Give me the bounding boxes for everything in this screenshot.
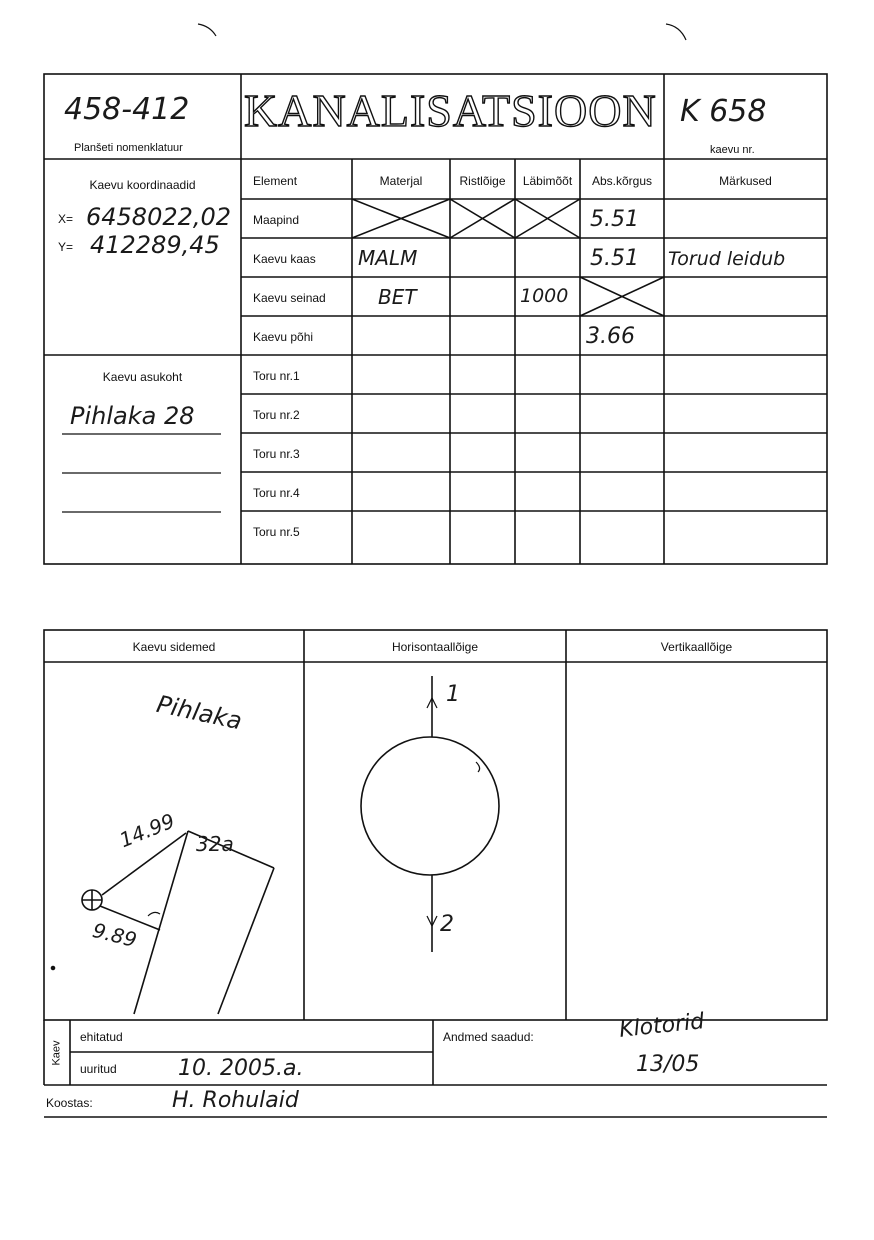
- ties-distance-1: 14.99: [116, 808, 179, 853]
- cell-abs-height: 5.51: [590, 246, 639, 271]
- row-label: Kaevu kaas: [253, 252, 316, 266]
- surveyed-label: uuritud: [80, 1062, 117, 1076]
- header-cross-section: Ristlõige: [459, 174, 506, 188]
- data-received-date: 13/05: [636, 1052, 700, 1077]
- row-label: Toru nr.3: [253, 447, 300, 461]
- surveyed-date: 10. 2005.a.: [178, 1056, 304, 1081]
- pipe-label-bottom: 2: [440, 912, 454, 937]
- header-material: Materjal: [379, 174, 423, 188]
- ties-street: Pihlaka: [154, 690, 245, 736]
- ties-distance-2: 9.89: [90, 918, 140, 953]
- header-diameter: Läbimõõt: [522, 174, 573, 188]
- side-label: Kaev: [50, 1040, 63, 1066]
- row-label: Maapind: [253, 213, 300, 227]
- row-label: Toru nr.2: [253, 408, 300, 422]
- cell-material: BET: [378, 285, 417, 309]
- form-title: KANALISATSIOON: [244, 85, 657, 136]
- cell-notes: Torud leidub: [668, 248, 786, 270]
- header-notes: Märkused: [719, 174, 772, 188]
- vertical-section-label: Vertikaallõige: [660, 640, 733, 654]
- location-value: Pihlaka 28: [70, 402, 195, 430]
- side-label-box: [44, 1038, 70, 1068]
- row-label: Toru nr.5: [253, 525, 300, 539]
- cell-material: MALM: [358, 246, 418, 270]
- cell-abs-height: 5.51: [590, 207, 639, 232]
- cell-diameter: 1000: [520, 285, 569, 307]
- coordinates-label: Kaevu koordinaadid: [89, 178, 196, 192]
- ties-label: Kaevu sidemed: [132, 640, 216, 654]
- pipe-label-top: 1: [446, 682, 460, 707]
- x-coordinate: 6458022,02: [86, 203, 232, 231]
- data-received-value: Klotorid: [618, 1009, 706, 1043]
- built-label: ehitatud: [80, 1030, 123, 1044]
- header-abs-height: Abs.kõrgus: [591, 174, 653, 188]
- plansheet-label: Planšeti nomenklatuur: [74, 142, 183, 154]
- y-coordinate: 412289,45: [90, 231, 220, 259]
- well-number-label: kaevu nr.: [710, 144, 755, 156]
- location-label: Kaevu asukoht: [102, 370, 183, 384]
- horizontal-section-label: Horisontaallõige: [391, 640, 479, 654]
- ties-building-number: 32a: [196, 832, 234, 856]
- well-number: K 658: [680, 94, 767, 129]
- row-label: Kaevu põhi: [253, 330, 314, 344]
- author-value: H. Rohulaid: [172, 1088, 299, 1113]
- row-label: Toru nr.4: [253, 486, 300, 500]
- cell-abs-height: 3.66: [586, 324, 635, 349]
- y-prefix: Y=: [58, 240, 74, 254]
- x-prefix: X=: [58, 212, 74, 226]
- row-label: Toru nr.1: [253, 369, 300, 383]
- data-received-label: Andmed saadud:: [443, 1030, 534, 1044]
- header-element: Element: [253, 174, 298, 188]
- row-label: Kaevu seinad: [253, 291, 326, 305]
- author-label: Koostas:: [46, 1096, 93, 1110]
- plansheet-number: 458-412: [64, 92, 190, 127]
